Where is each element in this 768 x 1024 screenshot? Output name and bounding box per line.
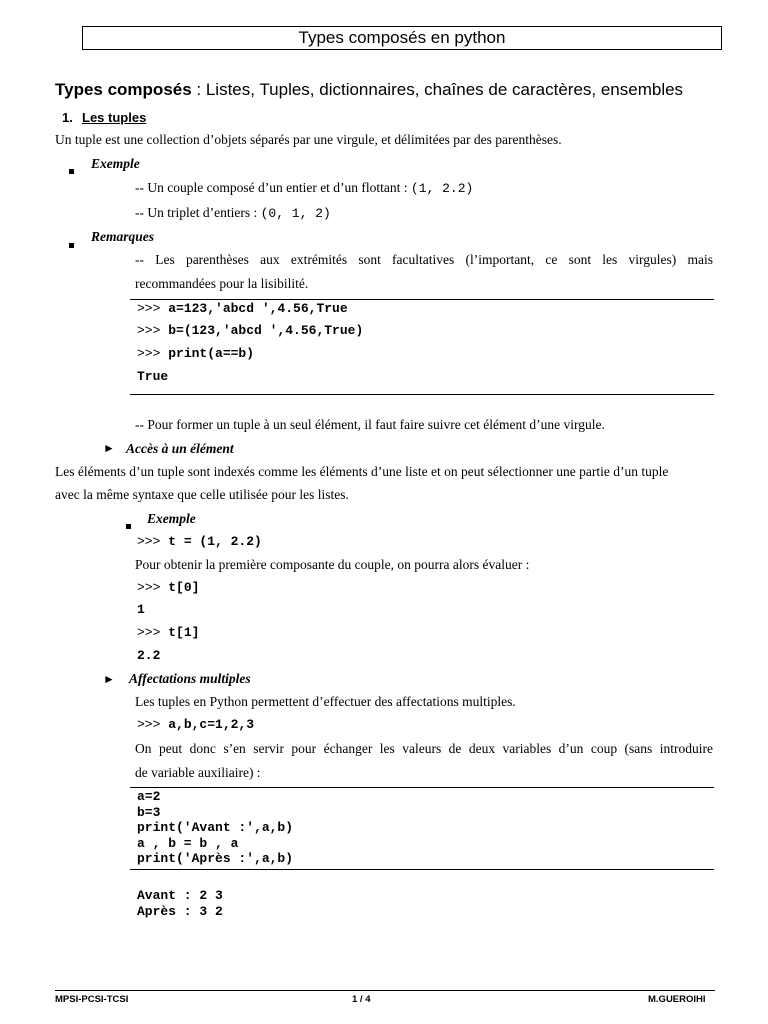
single-element-note: -- Pour former un tuple à un seul élément, il faut faire suivre cet élément d’une virgule. [135, 417, 605, 432]
code-result [137, 648, 160, 663]
remarques-label: Remarques [91, 229, 155, 244]
affectations-intro: Les tuples en Python permettent d’effectuer des affectations multiples. [135, 694, 516, 709]
section-intro: Un tuple est une collection d’objets séparés par une virgule, et délimitées par des parenthèses. [55, 132, 562, 147]
code-text: 1 [137, 602, 145, 617]
section-number: 1. [62, 110, 73, 125]
code-prompt: >>> [137, 580, 161, 595]
affectations-para-line2: de variable auxiliaire) : [135, 765, 261, 780]
heading-bold: Types composés [55, 80, 192, 99]
code-line [137, 346, 254, 361]
footer-rule [55, 990, 715, 991]
remarques-para-line2: recommandées pour la lisibilité. [135, 276, 309, 291]
code-prompt: >>> [137, 717, 161, 732]
code-rule-top [130, 787, 714, 788]
exemple-line1-code: (1, 2.2) [410, 181, 474, 196]
code-rule-bottom [130, 394, 714, 395]
exemple-line2-text: -- Un triplet d’entiers : [135, 205, 261, 220]
code-text: t[1] [168, 625, 200, 640]
code-text: 2.2 [137, 648, 161, 663]
code-line [137, 625, 199, 640]
acces-para-line1: Les éléments d’un tuple sont indexés comme les éléments d’une liste et on peut sélectionner une partie d’un tuple [55, 464, 669, 479]
code-rule-top [130, 299, 714, 300]
main-heading [55, 80, 683, 100]
affectations-label: Affectations multiples [129, 671, 251, 686]
code-prompt: >>> [137, 323, 161, 338]
footer-page-number: 1 / 4 [352, 994, 371, 1005]
square-bullet [126, 516, 131, 534]
code-line [137, 534, 262, 549]
exemple-line1-text: -- Un couple composé d’un entier et d’un flottant : [135, 180, 411, 195]
code-prompt: >>> [137, 346, 161, 361]
heading-rest: : Listes, Tuples, dictionnaires, chaînes de caractères, ensembles [191, 80, 684, 99]
code-result [137, 602, 145, 617]
code-text: a=2 [137, 789, 161, 804]
code-text: True [137, 369, 169, 384]
code-prompt: >>> [137, 625, 161, 640]
document-title: Types composés en python [298, 28, 506, 47]
code-rule-bottom [130, 869, 714, 870]
acces-explain: Pour obtenir la première composante du couple, on pourra alors évaluer : [135, 557, 530, 572]
footer-author: M.GUEROIHI [648, 994, 706, 1005]
section-title: Les tuples [82, 110, 147, 125]
code-text: b=3 [137, 804, 161, 820]
exemple-line2 [135, 205, 331, 221]
exemple-line1 [135, 180, 473, 196]
square-bullet [69, 235, 74, 253]
swap-output-block [137, 888, 223, 919]
acces-para-line2: avec la même syntaxe que celle utilisée pour les listes. [55, 487, 349, 502]
footer-left: MPSI-PCSI-TCSI [55, 994, 129, 1005]
code-result [137, 369, 168, 384]
acces-exemple-label: Exemple [147, 511, 196, 526]
swap-code-block [137, 789, 293, 867]
code-line [137, 717, 254, 732]
affectations-para-line1: On peut donc s’en servir pour échanger les valeurs de deux variables d’un coup (sans introduire [135, 741, 713, 756]
code-text: t[0] [168, 580, 200, 595]
code-line [137, 323, 363, 338]
code-text: a=123,'abcd ',4.56,True [168, 301, 348, 316]
code-text: a , b = b , a [137, 835, 239, 851]
square-bullet [69, 161, 74, 179]
code-text: t = (1, 2.2) [168, 534, 262, 549]
code-text: Avant : 2 3 [137, 888, 223, 903]
arrow-bullet: ► [103, 672, 115, 686]
code-text: print('Avant :',a,b) [137, 820, 294, 835]
code-text: Après : 3 2 [137, 903, 223, 919]
code-text: b=(123,'abcd ',4.56,True) [168, 323, 364, 338]
title-box [82, 26, 722, 50]
code-line [137, 580, 199, 595]
acces-label: Accès à un élément [126, 441, 234, 456]
arrow-bullet: ► [103, 441, 115, 455]
exemple-line2-code: (0, 1, 2) [260, 206, 331, 221]
code-line [137, 301, 348, 316]
code-text: print(a==b) [168, 346, 255, 361]
code-prompt: >>> [137, 301, 161, 316]
remarques-para-line1: -- Les parenthèses aux extrémités sont facultatives (l’important, ce sont les virgules) mais [135, 252, 713, 267]
code-text: print('Après :',a,b) [137, 851, 294, 866]
exemple-label: Exemple [91, 156, 140, 171]
code-prompt: >>> [137, 534, 161, 549]
code-text: a,b,c=1,2,3 [168, 717, 255, 732]
